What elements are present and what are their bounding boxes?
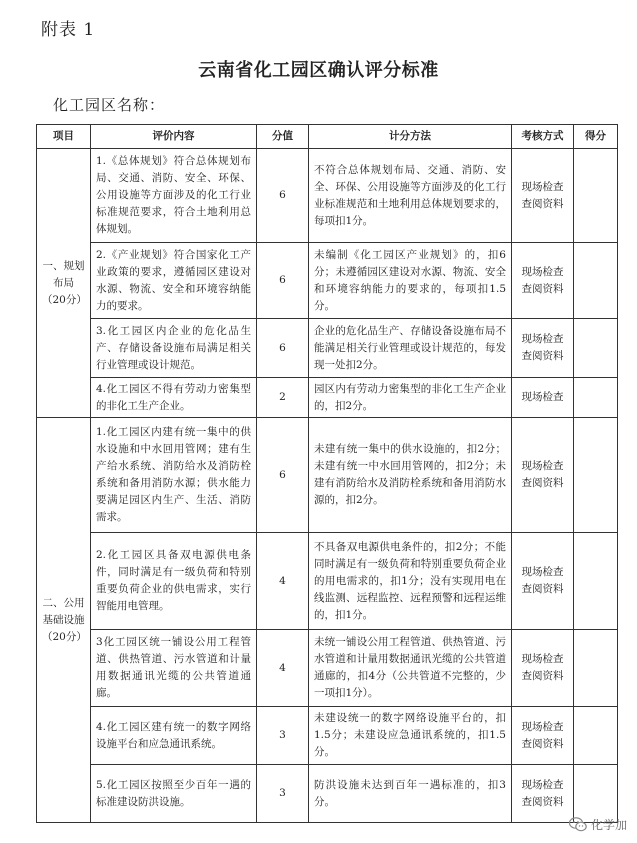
assessment-cell: 现场检查	[512, 378, 574, 418]
category-cell: 一、规划布局（20分）	[37, 149, 91, 418]
park-name-label: 化工园区名称：	[53, 96, 166, 114]
table-row	[37, 378, 618, 418]
table-row	[37, 533, 618, 630]
table-row	[37, 243, 618, 319]
content-cell: 1.《总体规划》符合总体规划布局、交通、消防、安全、环保、公用设施等方面涉及的化工行业标准规范要求，符合土地利用总体规划。	[91, 149, 257, 243]
score-cell: 6	[257, 319, 309, 378]
points-cell[interactable]	[574, 765, 618, 823]
watermark-text: 化学加	[590, 818, 627, 832]
wechat-icon	[569, 817, 587, 832]
assessment-cell: 现场检查查阅资料	[512, 630, 574, 707]
header-method: 计分方法	[309, 125, 512, 149]
score-cell: 3	[257, 765, 309, 823]
method-cell: 园区内有劳动力密集型的非化工生产企业的，扣2分。	[309, 378, 512, 418]
method-cell: 企业的危化品生产、存储设备设施布局不能满足相关行业管理或设计规范的，每发现一处扣2分。	[309, 319, 512, 378]
content-cell: 2.《产业规划》符合国家化工产业政策的要求，遵循园区建设对水源、物流、安全和环境容纳能力的要求。	[91, 243, 257, 319]
points-cell[interactable]	[574, 319, 618, 378]
method-cell: 未统一铺设公用工程管道、供热管道、污水管道和计量用数据通讯光缆的公共管道通廊的，扣4分（公共管道不完整的，少一项扣1分）。	[309, 630, 512, 707]
table-row	[37, 765, 618, 823]
method-cell: 不符合总体规划布局、交通、消防、安全、环保、公用设施等方面涉及的化工行业标准规范和土地利用总体规划要求的，每项扣1分。	[309, 149, 512, 243]
header-points: 得分	[574, 125, 618, 149]
category-cell: 二、公用基础设施（20分）	[37, 418, 91, 823]
table-row	[37, 707, 618, 765]
table-header-row	[37, 125, 618, 149]
score-cell: 3	[257, 707, 309, 765]
content-cell: 3化工园区统一铺设公用工程管道、供热管道、污水管道和计量用数据通讯光缆的公共管道通廊。	[91, 630, 257, 707]
table-row	[37, 418, 618, 533]
content-cell: 4.化工园区建有统一的数字网络设施平台和应急通讯系统。	[91, 707, 257, 765]
method-cell: 未建设统一的数字网络设施平台的，扣1.5分；未建设应急通讯系统的，扣1.5分。	[309, 707, 512, 765]
score-cell: 4	[257, 630, 309, 707]
header-score: 分值	[257, 125, 309, 149]
method-cell: 防洪设施未达到百年一遇标准的，扣3分。	[309, 765, 512, 823]
table-row	[37, 149, 618, 243]
points-cell[interactable]	[574, 707, 618, 765]
content-cell: 1.化工园区内建有统一集中的供水设施和中水回用管网；建有生产给水系统、消防给水及消防栓系统和备用消防水源；供水能力要满足园区内生产、生活、消防需求。	[91, 418, 257, 533]
content-cell: 2.化工园区具备双电源供电条件，同时满足有一级负荷和特别重要负荷企业的供电需求，实行智能用电管理。	[91, 533, 257, 630]
scoring-table	[36, 124, 618, 823]
watermark	[569, 816, 627, 833]
table-row	[37, 630, 618, 707]
assessment-cell: 现场检查查阅资料	[512, 765, 574, 823]
points-cell[interactable]	[574, 149, 618, 243]
header-assessment: 考核方式	[512, 125, 574, 149]
assessment-cell: 现场检查查阅资料	[512, 533, 574, 630]
assessment-cell: 现场检查查阅资料	[512, 319, 574, 378]
attachment-label: 附表 1	[41, 20, 96, 40]
score-cell: 2	[257, 378, 309, 418]
method-cell: 未编制《化工园区产业规划》的，扣6分；未遵循园区建设对水源、物流、安全和环境容纳能力的要求的，每项扣1.5分。	[309, 243, 512, 319]
content-cell: 3.化工园区内企业的危化品生产、存储设备设施布局满足相关行业管理或设计规范。	[91, 319, 257, 378]
assessment-cell: 现场检查查阅资料	[512, 707, 574, 765]
page-title: 云南省化工园区确认评分标准	[198, 60, 439, 81]
method-cell: 未建有统一集中的供水设施的，扣2分；未建有统一中水回用管网的，扣2分；未建有消防给水及消防栓系统和备用消防水源的，扣2分。	[309, 418, 512, 533]
score-cell: 4	[257, 533, 309, 630]
method-cell: 不具备双电源供电条件的，扣2分；不能同时满足有一级负荷和特别重要负荷企业的用电需求的，扣1分；没有实现用电在线监测、远程监控、远程预警和远程运维的，扣1分。	[309, 533, 512, 630]
score-cell: 6	[257, 418, 309, 533]
content-cell: 4.化工园区不得有劳动力密集型的非化工生产企业。	[91, 378, 257, 418]
points-cell[interactable]	[574, 378, 618, 418]
header-content: 评价内容	[91, 125, 257, 149]
assessment-cell: 现场检查查阅资料	[512, 243, 574, 319]
table-row	[37, 319, 618, 378]
score-cell: 6	[257, 243, 309, 319]
points-cell[interactable]	[574, 243, 618, 319]
assessment-cell: 现场检查查阅资料	[512, 149, 574, 243]
content-cell: 5.化工园区按照至少百年一遇的标准建设防洪设施。	[91, 765, 257, 823]
points-cell[interactable]	[574, 630, 618, 707]
points-cell[interactable]	[574, 418, 618, 533]
header-category: 项目	[37, 125, 91, 149]
assessment-cell: 现场检查查阅资料	[512, 418, 574, 533]
points-cell[interactable]	[574, 533, 618, 630]
score-cell: 6	[257, 149, 309, 243]
